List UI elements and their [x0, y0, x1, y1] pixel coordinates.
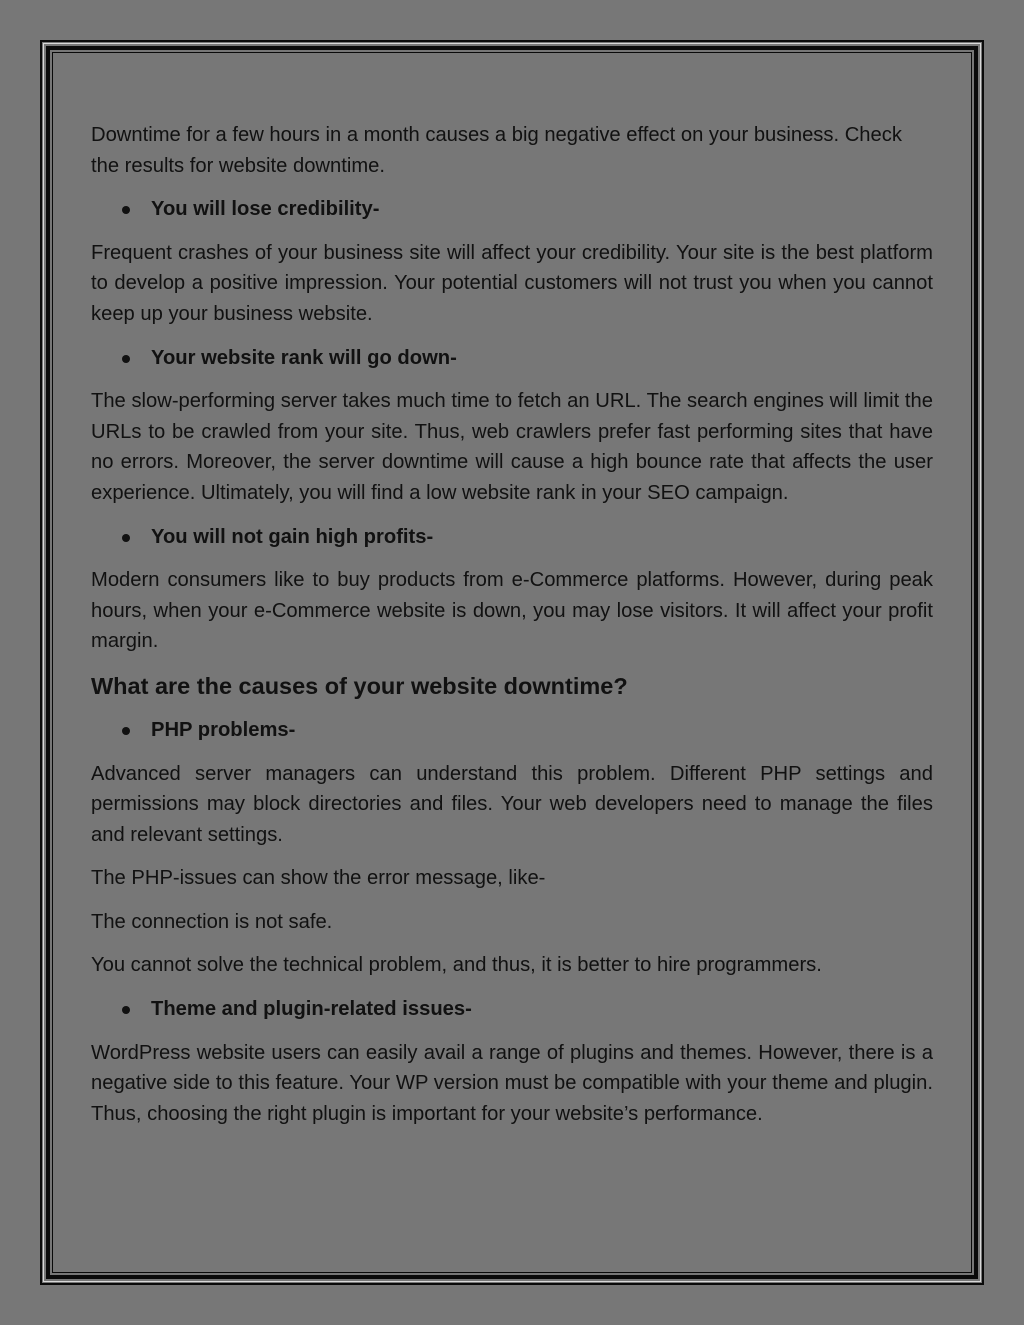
bullet-theme-plugin — [91, 994, 933, 1025]
connection-paragraph: The connection is not safe. — [91, 910, 333, 933]
bullet-label: Theme and plugin-related issues- — [151, 998, 472, 1021]
php-error-paragraph: The PHP-issues can show the error message, like- — [91, 867, 546, 890]
bullet-dot-icon — [122, 534, 130, 542]
php-paragraph: Advanced server managers can understand this problem. Different PHP settings and permissions may block directories and files. Your web developers need to manage the files and relevant settings. — [91, 762, 933, 846]
bullet-label: PHP problems- — [151, 718, 296, 741]
bullet-lose-credibility — [91, 194, 933, 225]
bullet-label: Your website rank will go down- — [151, 346, 457, 369]
profits-paragraph: Modern consumers like to buy products from e-Commerce platforms. However, during peak hours, when your e-Commerce website is down, you may lose visitors. It will affect your profit margin. — [91, 569, 933, 653]
rank-paragraph: The slow-performing server takes much time to fetch an URL. The search engines will limit the URLs to be crawled from your site. Thus, web crawlers prefer fast performing sites that have no errors. Moreover, the server downtime will cause a high bounce rate that affects the user experience. Ultimately, you will find a low website rank in your SEO campaign. — [91, 390, 933, 504]
bullet-label: You will not gain high profits- — [151, 525, 434, 548]
bullet-php-problems — [91, 715, 933, 746]
bullet-dot-icon — [122, 1006, 130, 1014]
bullet-dot-icon — [122, 206, 130, 214]
causes-heading: What are the causes of your website downtime? — [91, 672, 628, 699]
bullet-dot-icon — [122, 727, 130, 735]
bullet-dot-icon — [122, 355, 130, 363]
wordpress-paragraph: WordPress website users can easily avail a range of plugins and themes. However, there is a negative side to this feature. Your WP version must be compatible with your theme and plugin. Thus, choosing the right plugin is important for your website’s performance. — [91, 1041, 933, 1125]
intro-paragraph: Downtime for a few hours in a month causes a big negative effect on your business. Check the results for website downtime. — [91, 124, 902, 177]
bullet-profits — [91, 522, 933, 553]
bullet-label: You will lose credibility- — [151, 198, 380, 221]
document-body — [91, 120, 933, 1142]
bullet-rank-down — [91, 343, 933, 374]
programmers-paragraph: You cannot solve the technical problem, and thus, it is better to hire programmers. — [91, 954, 822, 977]
credibility-paragraph: Frequent crashes of your business site will affect your credibility. Your site is the best platform to develop a positive impression. Your potential customers will not trust you when you cannot keep up your business website. — [91, 241, 933, 325]
